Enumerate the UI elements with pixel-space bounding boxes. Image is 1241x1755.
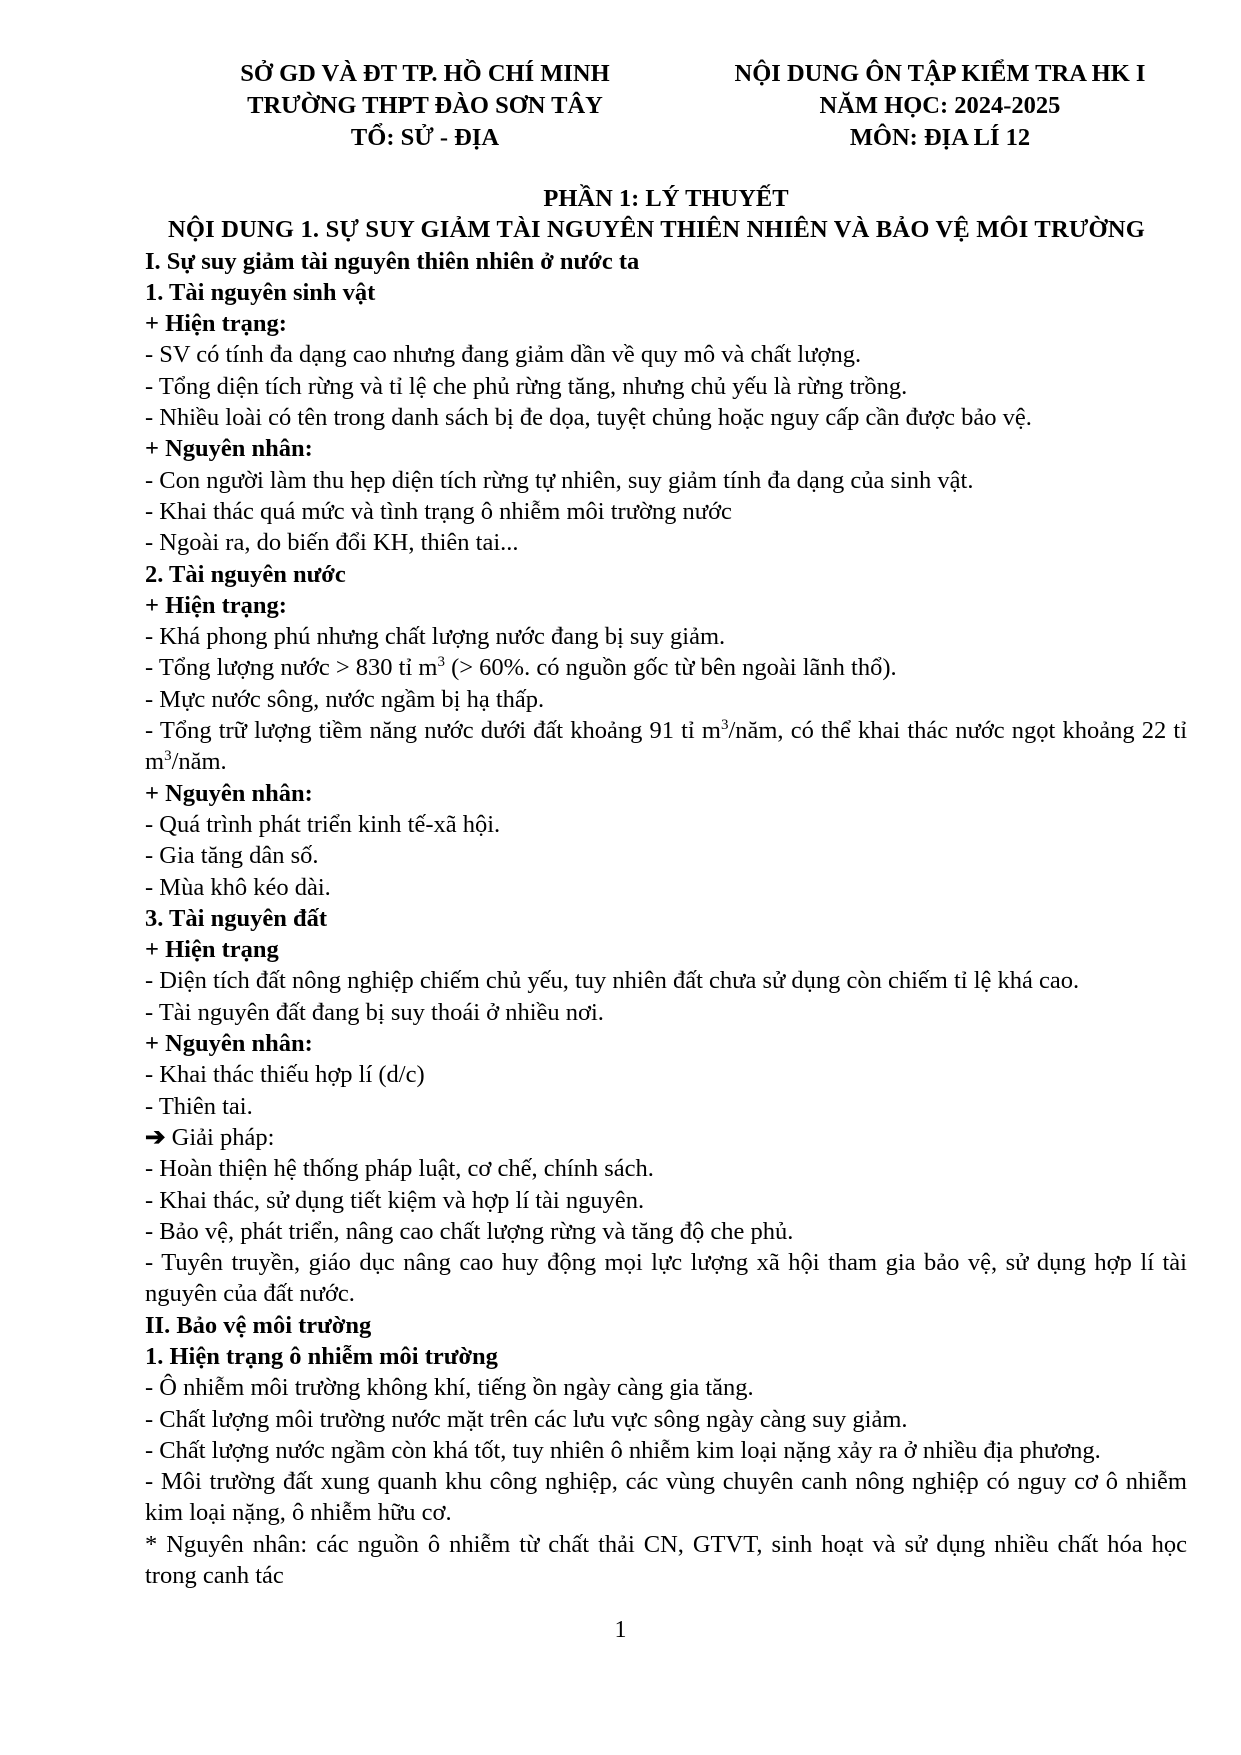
page-number: 1 — [614, 1617, 627, 1643]
list-item: - Hoàn thiện hệ thống pháp luật, cơ chế, chính sách. — [145, 1155, 654, 1183]
header-right — [690, 58, 1190, 154]
arrow-right-icon: ➔ — [145, 1123, 166, 1151]
list-item: - Chất lượng nước ngầm còn khá tốt, tuy nhiên ô nhiễm kim loại nặng xảy ra ở nhiều địa phương. — [145, 1436, 1101, 1464]
list-item: - Chất lượng môi trường nước mặt trên các lưu vực sông ngày càng suy giảm. — [145, 1405, 908, 1433]
list-item: - Khai thác quá mức và tình trạng ô nhiễm môi trường nước — [145, 497, 732, 525]
superscript: 3 — [437, 654, 445, 671]
document-title: NỘI DUNG ÔN TẬP KIỂM TRA HK I — [734, 60, 1146, 87]
subsection-heading: 3. Tài nguyên đất — [145, 904, 327, 932]
school-name: TRƯỜNG THPT ĐÀO SƠN TÂY — [247, 92, 603, 119]
text-part: - Tổng lượng nước > 830 tỉ m — [145, 654, 438, 682]
list-item: - Khá phong phú nhưng chất lượng nước đang bị suy giảm. — [145, 623, 726, 651]
status-label: + Hiện trạng: — [145, 591, 287, 619]
school-year: NĂM HỌC: 2024-2025 — [819, 92, 1061, 119]
list-item: - Bảo vệ, phát triển, nâng cao chất lượng rừng và tăng độ che phủ. — [145, 1217, 794, 1245]
cause-label: + Nguyên nhân: — [145, 779, 313, 807]
subsection-heading: 1. Hiện trạng ô nhiễm môi trường — [145, 1342, 498, 1370]
list-item: - Nhiều loài có tên trong danh sách bị đe dọa, tuyệt chủng hoặc nguy cấp cần được bảo vệ. — [145, 404, 1032, 432]
cause-label: + Nguyên nhân: — [145, 435, 313, 463]
superscript: 3 — [164, 748, 172, 765]
list-item: - Khai thác, sử dụng tiết kiệm và hợp lí tài nguyên. — [145, 1186, 645, 1214]
text-part: (> 60%. có nguồn gốc từ bên ngoài lãnh thổ). — [444, 654, 897, 682]
group-name: TỔ: SỬ - ĐỊA — [350, 124, 500, 151]
list-item: - Diện tích đất nông nghiệp chiếm chủ yếu, tuy nhiên đất chưa sử dụng còn chiếm tỉ lệ khá cao. — [145, 967, 1080, 995]
list-item: - Con người làm thu hẹp diện tích rừng tự nhiên, suy giảm tính đa dạng của sinh vật. — [145, 466, 974, 494]
text-part: /năm, có thể khai thác nước ngọt khoảng 22 tỉ m — [145, 717, 1187, 776]
list-item — [145, 652, 1187, 683]
document-body — [145, 183, 1187, 1591]
department-name: SỞ GD VÀ ĐT TP. HỒ CHÍ MINH — [240, 60, 610, 87]
text-part: /năm. — [171, 748, 227, 776]
header-left — [190, 58, 660, 154]
status-label: + Hiện trạng: — [145, 310, 287, 338]
content-title: NỘI DUNG 1. SỰ SUY GIẢM TÀI NGUYÊN THIÊN NHIÊN VÀ BẢO VỆ MÔI TRƯỜNG — [168, 216, 1145, 244]
list-item: - SV có tính đa dạng cao nhưng đang giảm dần về quy mô và chất lượng. — [145, 341, 862, 369]
list-item: - Mực nước sông, nước ngầm bị hạ thấp. — [145, 685, 545, 713]
list-item — [145, 715, 1187, 778]
list-item: - Thiên tai. — [145, 1092, 253, 1120]
part-title: PHẦN 1: LÝ THUYẾT — [543, 185, 789, 212]
list-item: - Môi trường đất xung quanh khu công nghiệp, các vùng chuyên canh nông nghiệp có nguy cơ ô nhiễm kim loại nặng, ô nhiễm hữu cơ. — [145, 1468, 1187, 1527]
list-item: - Gia tăng dân số. — [145, 842, 319, 870]
subject: MÔN: ĐỊA LÍ 12 — [849, 124, 1031, 151]
list-item: - Ô nhiễm môi trường không khí, tiếng ồn ngày càng gia tăng. — [145, 1374, 754, 1402]
solution-text: Giải pháp: — [165, 1123, 275, 1151]
subsection-heading: 2. Tài nguyên nước — [145, 560, 346, 588]
list-item: - Khai thác thiếu hợp lí (d/c) — [145, 1061, 425, 1089]
list-item: - Mùa khô kéo dài. — [145, 873, 331, 901]
text-part: - Tổng trữ lượng tiềm năng nước dưới đất khoảng 91 tỉ m — [145, 717, 721, 745]
list-item: - Tuyên truyền, giáo dục nâng cao huy động mọi lực lượng xã hội tham gia bảo vệ, sử dụng hợp lí tài nguyên của đất nước. — [145, 1249, 1187, 1308]
list-item: - Quá trình phát triển kinh tế-xã hội. — [145, 810, 501, 838]
section-heading: I. Sự suy giảm tài nguyên thiên nhiên ở nước ta — [145, 247, 640, 275]
solution-label — [145, 1122, 1187, 1153]
status-label: + Hiện trạng — [145, 936, 279, 964]
section-heading: II. Bảo vệ môi trường — [145, 1311, 372, 1339]
superscript: 3 — [720, 716, 729, 733]
cause-label: + Nguyên nhân: — [145, 1030, 313, 1058]
list-item: - Tổng diện tích rừng và tỉ lệ che phủ rừng tăng, nhưng chủ yếu là rừng trồng. — [145, 372, 908, 400]
list-item: * Nguyên nhân: các nguồn ô nhiễm từ chất thải CN, GTVT, sinh hoạt và sử dụng nhiều chất hóa học trong canh tác — [145, 1530, 1187, 1590]
list-item: - Tài nguyên đất đang bị suy thoái ở nhiều nơi. — [145, 998, 604, 1026]
subsection-heading: 1. Tài nguyên sinh vật — [145, 278, 376, 306]
list-item: - Ngoài ra, do biến đổi KH, thiên tai... — [145, 529, 519, 557]
